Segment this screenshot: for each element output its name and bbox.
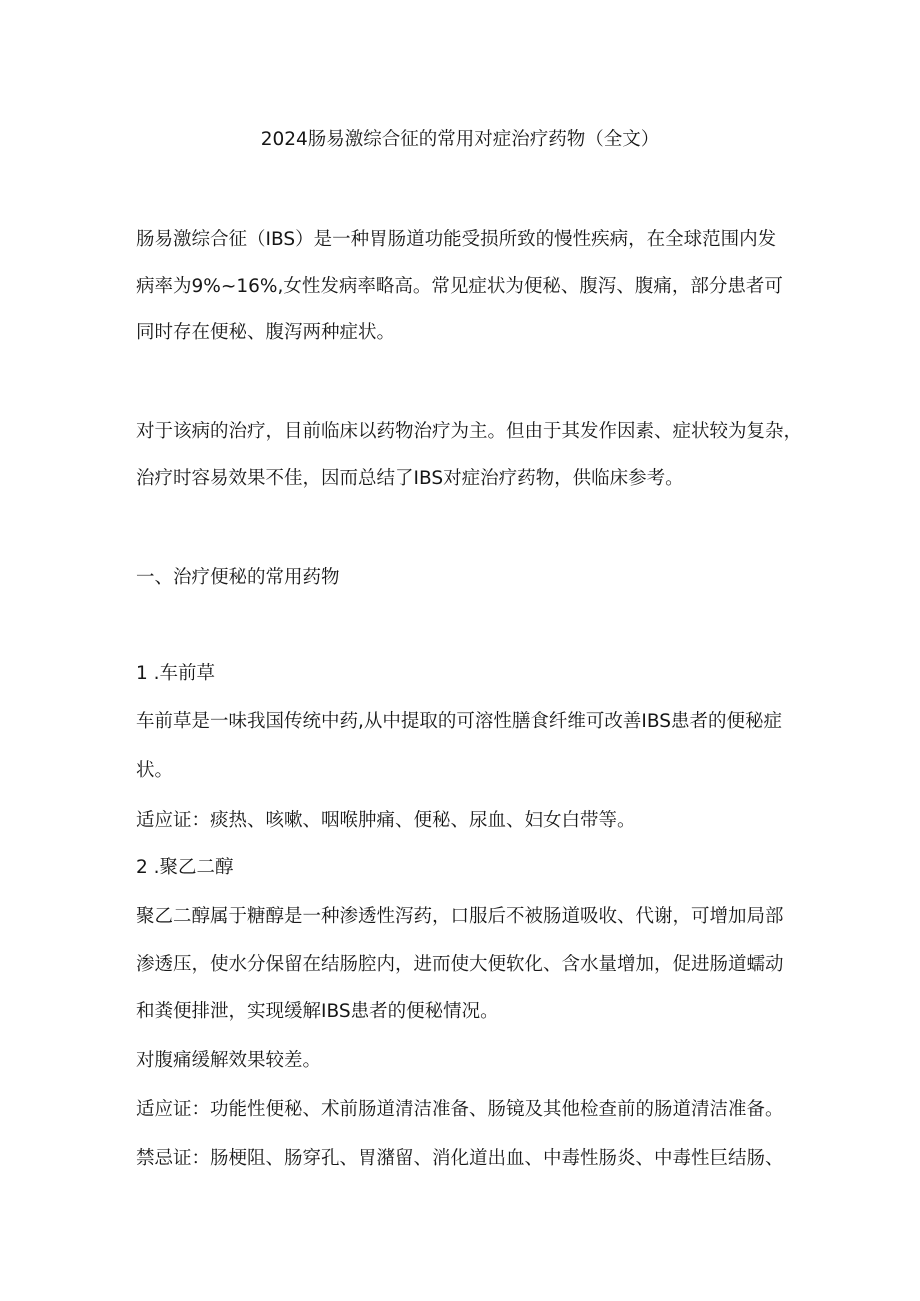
paragraph-line: 聚乙二醇属于糖醇是一种渗透性泻药，口服后不被肠道吸收、代谢，可增加局部 — [136, 906, 784, 927]
paragraph-line: 和粪便排泄，实现缓解IBS患者的便秘情况。 — [136, 1001, 499, 1022]
paragraph-line: 渗透压，使水分保留在结肠腔内，进而使大便软化、含水量增加，促进肠道蠕动 — [136, 954, 784, 975]
paragraph-line: 状。 — [136, 760, 174, 781]
paragraph-line: 车前草是一味我国传统中药,从中提取的可溶性膳食纤维可改善IBS患者的便秘症 — [136, 711, 782, 732]
paragraph-line: 治疗时容易效果不佳，因而总结了IBS对症治疗药物，供临床参考。 — [136, 468, 684, 489]
item-heading: 2 .聚乙二醇 — [136, 857, 234, 878]
contraindication-line: 禁忌证：肠梗阻、肠穿孔、胃潴留、消化道出血、中毒性肠炎、中毒性巨结肠、 — [136, 1148, 784, 1169]
indication-line: 适应证：功能性便秘、术前肠道清洁准备、肠镜及其他检查前的肠道清洁准备。 — [136, 1099, 784, 1120]
item-heading: 1 .车前草 — [136, 663, 216, 684]
paragraph-line: 肠易激综合征（IBS）是一种胃肠道功能受损所致的慢性疾病，在全球范围内发 — [136, 229, 777, 250]
paragraph-line: 对于该病的治疗，目前临床以药物治疗为主。但由于其发作因素、症状较为复杂， — [136, 421, 803, 442]
note-line: 对腹痛缓解效果较差。 — [136, 1050, 322, 1071]
paragraph-line: 同时存在便秘、腹泻两种症状。 — [136, 322, 396, 343]
section-heading: 一、治疗便秘的常用药物 — [136, 567, 340, 588]
indication-line: 适应证：痰热、咳嗽、咽喉肿痛、便秘、尿血、妇女白带等。 — [136, 810, 636, 831]
document-title: 2024肠易激综合征的常用对症治疗药物（全文） — [260, 129, 660, 150]
paragraph-line: 病率为9%~16%,女性发病率略高。常见症状为便秘、腹泻、腹痛，部分患者可 — [136, 276, 783, 297]
